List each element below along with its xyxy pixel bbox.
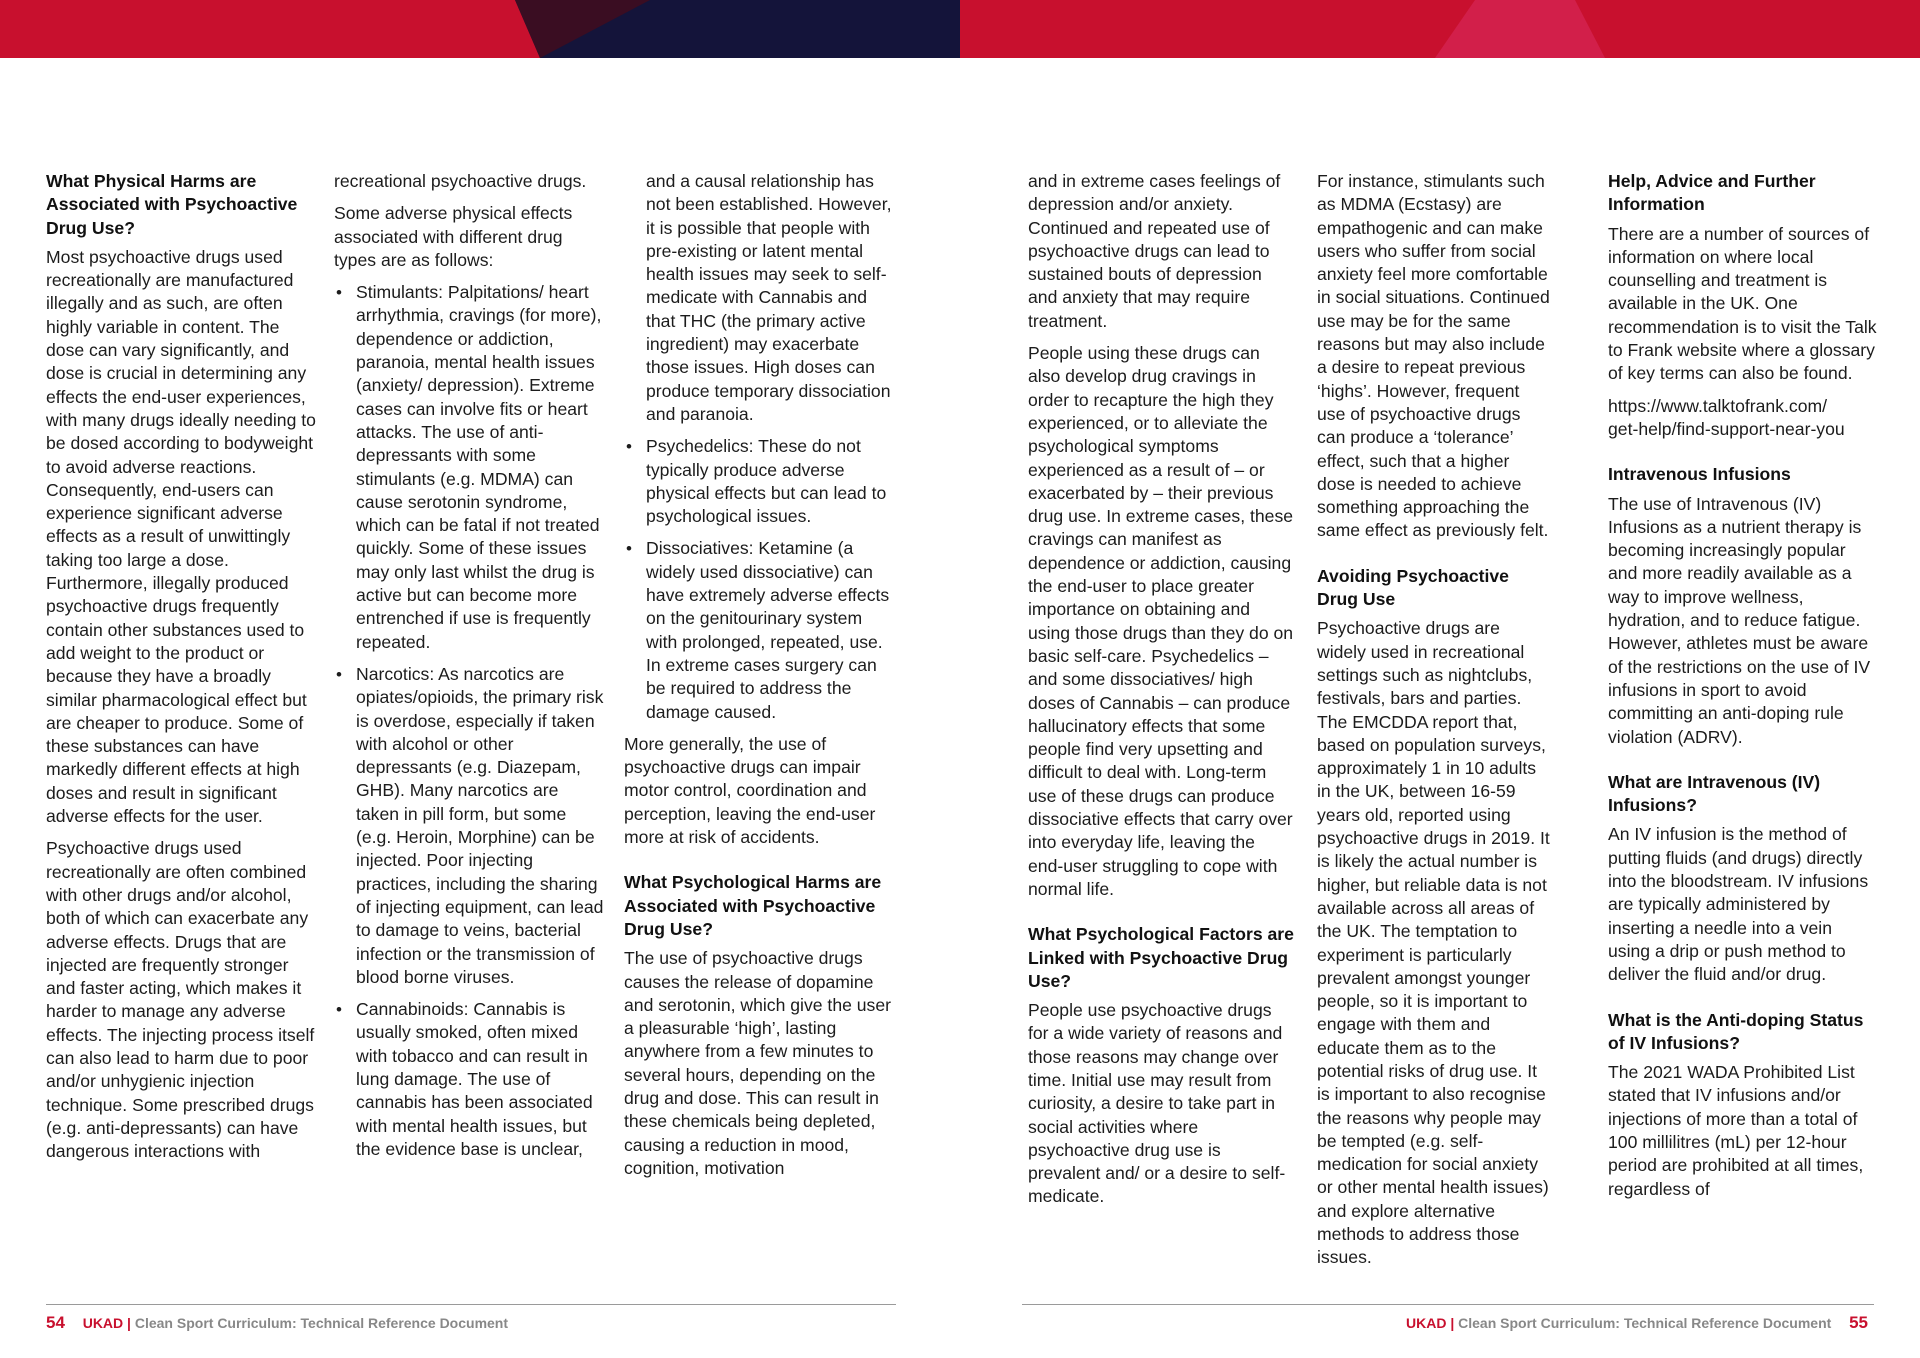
- link-line[interactable]: get-help/find-support-near-you: [1608, 418, 1845, 439]
- heading-what-are-iv-infusions: What are Intravenous (IV) Infusions?: [1608, 771, 1821, 816]
- page-number: 54: [46, 1313, 65, 1332]
- footer-rule: [1022, 1304, 1874, 1305]
- link-line[interactable]: https://www.talktofrank.com/: [1608, 395, 1828, 416]
- paragraph: Psychoactive drugs are widely used in recreational settings such as nightclubs, festivals, bars and parties. The EMCDDA report that, based on population surveys, approximately 1 in 10 adults in the UK, between 16-59 years old, reported using psychoactive drugs in 2019. It is likely the actual number is higher, but reliable data is not available across all areas of the UK. The temptation to experiment is particularly prevalent amongst younger people, so it is important to engage with them and educate them as to the potential risks of drug use. It is important to also recognise the reasons why people may be tempted (e.g. self-medication for social anxiety or other mental health issues) and explore alternative methods to address those issues.: [1317, 618, 1550, 1268]
- list-item-stimulants: • Stimulants: Palpitations/ heart arrhythmia, cravings (for more), dependence or addiction, paranoia, mental health issues (anxiety/ depression). Extreme cases can involve fits or heart attacks. The use of anti-depressants with some stimulants (e.g. MDMA) can cause serotonin syndrome, which can be fatal if not treated quickly. Some of these issues may only last whilst the drug is active but can become more entrenched if use is frequently repeated.: [356, 281, 604, 654]
- heading-help-advice: Help, Advice and Further Information: [1608, 171, 1816, 215]
- paragraph-continued: and a causal relationship has not been established. However, it is possible that people with pre-existing or latent mental health issues may seek to self-medicate with Cannabis and that THC (the primary active ingredient) may exacerbate those issues. High doses can produce temporary dissociation and paranoia.: [646, 171, 892, 424]
- drug-effects-list-continued: [624, 435, 896, 724]
- paragraph: People use psychoactive drugs for a wide variety of reasons and those reasons may change over time. Initial use may result from curiosity, a desire to take part in social activities where psychoactive drug use is prevalent and/ or a desire to self-medicate.: [1028, 1000, 1286, 1207]
- talk-to-frank-link[interactable]: [1608, 395, 1878, 442]
- right-column-2: [1317, 170, 1551, 1279]
- left-column-2: [334, 170, 604, 1170]
- paragraph: The use of psychoactive drugs causes the release of dopamine and serotonin, which give the user a pleasurable ‘high’, lasting anywhere from a few minutes to several hours, depending on the drug and dose. This can result in these chemicals being depleted, causing a reduction in mood, cognition, motivation: [624, 948, 891, 1178]
- left-column-1: [46, 170, 316, 1172]
- list-item-psychedelics: • Psychedelics: These do not typically produce adverse physical effects but can lead to psychological issues.: [646, 435, 896, 528]
- paragraph: People using these drugs can also develop drug cravings in order to recapture the high they experienced, or to alleviate the psychological symptoms experienced as a result of – or exacerbated by – their previous drug use. In extreme cases, these cravings can manifest as dependence or addiction, causing the end-user to place greater importance on obtaining and using those drugs than they do on basic self-care. Psychedelics – and some dissociatives/ high doses of Cannabis – can produce hallucinatory effects that some people find very upsetting and difficult to deal with. Long-term use of these drugs can produce dissociative effects that carry over into everyday life, leaving the end-user struggling to cope with normal life.: [1028, 343, 1294, 899]
- paragraph: The 2021 WADA Prohibited List stated that IV infusions and/or injections of more than a total of 100 millilitres (mL) per 12-hour period are prohibited at all times, regardless of: [1608, 1062, 1864, 1199]
- document-title: Clean Sport Curriculum: Technical Reference Document: [1458, 1315, 1832, 1331]
- right-column-1: [1028, 170, 1294, 1218]
- drug-effects-list: [334, 281, 604, 1161]
- footer-separator: |: [1450, 1315, 1455, 1331]
- paragraph: More generally, the use of psychoactive drugs can impair motor control, coordination and perception, leaving the end-user more at risk of accidents.: [624, 733, 876, 848]
- paragraph: and in extreme cases feelings of depression and/or anxiety. Continued and repeated use of psychoactive drugs can lead to sustained bouts of depression and anxiety that may require treatment.: [1028, 171, 1281, 331]
- heading-psychological-harms: What Psychological Harms are Associated with Psychoactive Drug Use?: [624, 872, 882, 939]
- left-column-3: [624, 170, 896, 1189]
- brand-name: UKAD: [1405, 1315, 1447, 1331]
- list-item-cannabinoids: • Cannabinoids: Cannabis is usually smoked, often mixed with tobacco and can result in lung damage. The use of cannabis has been associated with mental health issues, but the evidence base is unclear,: [356, 998, 604, 1161]
- paragraph: recreational psychoactive drugs.: [334, 171, 587, 191]
- footer-right: [1406, 1313, 1868, 1333]
- footer-separator: |: [127, 1315, 131, 1331]
- right-page: [960, 0, 1920, 1358]
- heading-physical-harms: What Physical Harms are Associated with Psychoactive Drug Use?: [46, 171, 298, 238]
- page-number: 55: [1849, 1313, 1868, 1332]
- paragraph: The use of Intravenous (IV) Infusions as a nutrient therapy is becoming increasingly popular and more readily available as a way to improve wellness, hydration, and to reduce fatigue. However, athletes must be aware of the restrictions on the use of IV infusions in sport to avoid committing an anti-doping rule violation (ADRV).: [1608, 493, 1871, 747]
- paragraph: An IV infusion is the method of putting fluids (and drugs) directly into the bloodstream. IV infusions are typically administered by inserting a needle into a vein using a drip or push method to deliver the fluid and/or drug.: [1608, 824, 1869, 985]
- heading-anti-doping-status: What is the Anti-doping Status of IV Infusions?: [1608, 1009, 1864, 1053]
- list-item-narcotics: • Narcotics: As narcotics are opiates/opioids, the primary risk is overdose, especially if taken with alcohol or other depressants (e.g. Diazepam, GHB). Many narcotics are taken in pill form, but some (e.g. Heroin, Morphine) can be injected. Poor injecting practices, including the sharing of injecting equipment, can lead to damage to veins, bacterial infection or the transmission of blood borne viruses.: [356, 663, 604, 989]
- footer-rule: [46, 1304, 896, 1305]
- right-column-3: [1608, 170, 1878, 1210]
- heading-avoiding-drug-use: Avoiding Psychoactive Drug Use: [1317, 565, 1509, 610]
- brand-name: UKAD: [82, 1315, 124, 1331]
- heading-psychological-factors: What Psychological Factors are Linked with Psychoactive Drug Use?: [1028, 924, 1294, 991]
- paragraph: Some adverse physical effects associated with different drug types are as follows:: [334, 203, 573, 270]
- paragraph: There are a number of sources of information on where local counselling and treatment is available in the UK. One recommendation is to visit the Talk to Frank website where a glossary of key terms can also be found.: [1608, 223, 1877, 384]
- footer-left: [46, 1313, 508, 1333]
- paragraph: Most psychoactive drugs used recreationally are manufactured illegally and as such, are often highly variable in content. The dose can vary significantly, and dose is crucial in determining any effects the end-user experiences, with many drugs ideally needing to be dosed according to bodyweight to avoid adverse reactions. Consequently, end-users can experience significant adverse effects as a result of unwittingly taking too large a dose. Furthermore, illegally produced psychoactive drugs frequently contain other substances used to add weight to the product or because they have a broadly similar pharmacological effect but are cheaper to produce. Some of these substances can have markedly different effects at high doses and result in significant adverse effects for the user.: [46, 246, 316, 827]
- list-item-dissociatives: • Dissociatives: Ketamine (a widely used dissociative) can have extremely adverse effects on the genitourinary system with prolonged, repeated, use. In extreme cases surgery can be required to address the damage caused.: [646, 537, 896, 723]
- document-title: Clean Sport Curriculum: Technical Reference Document: [134, 1315, 509, 1331]
- paragraph: For instance, stimulants such as MDMA (Ecstasy) are empathogenic and can make users who suffer from social anxiety feel more comfortable in social situations. Continued use may be for the same reasons but may also include a desire to repeat previous ‘highs’. However, frequent use of psychoactive drugs can produce a ‘tolerance’ effect, such that a higher dose is needed to achieve something approaching the same effect as previously felt.: [1317, 171, 1550, 541]
- heading-intravenous-infusions: Intravenous Infusions: [1608, 464, 1791, 485]
- paragraph: Psychoactive drugs used recreationally are often combined with other drugs and/or alcohol, both of which can exacerbate any adverse effects. Drugs that are injected are frequently stronger and faster acting, which makes it harder to manage any adverse effects. The injecting process itself can also lead to harm due to poor and/or unhygienic injection technique. Some prescribed drugs (e.g. anti-depressants) can have dangerous interactions with: [46, 838, 315, 1162]
